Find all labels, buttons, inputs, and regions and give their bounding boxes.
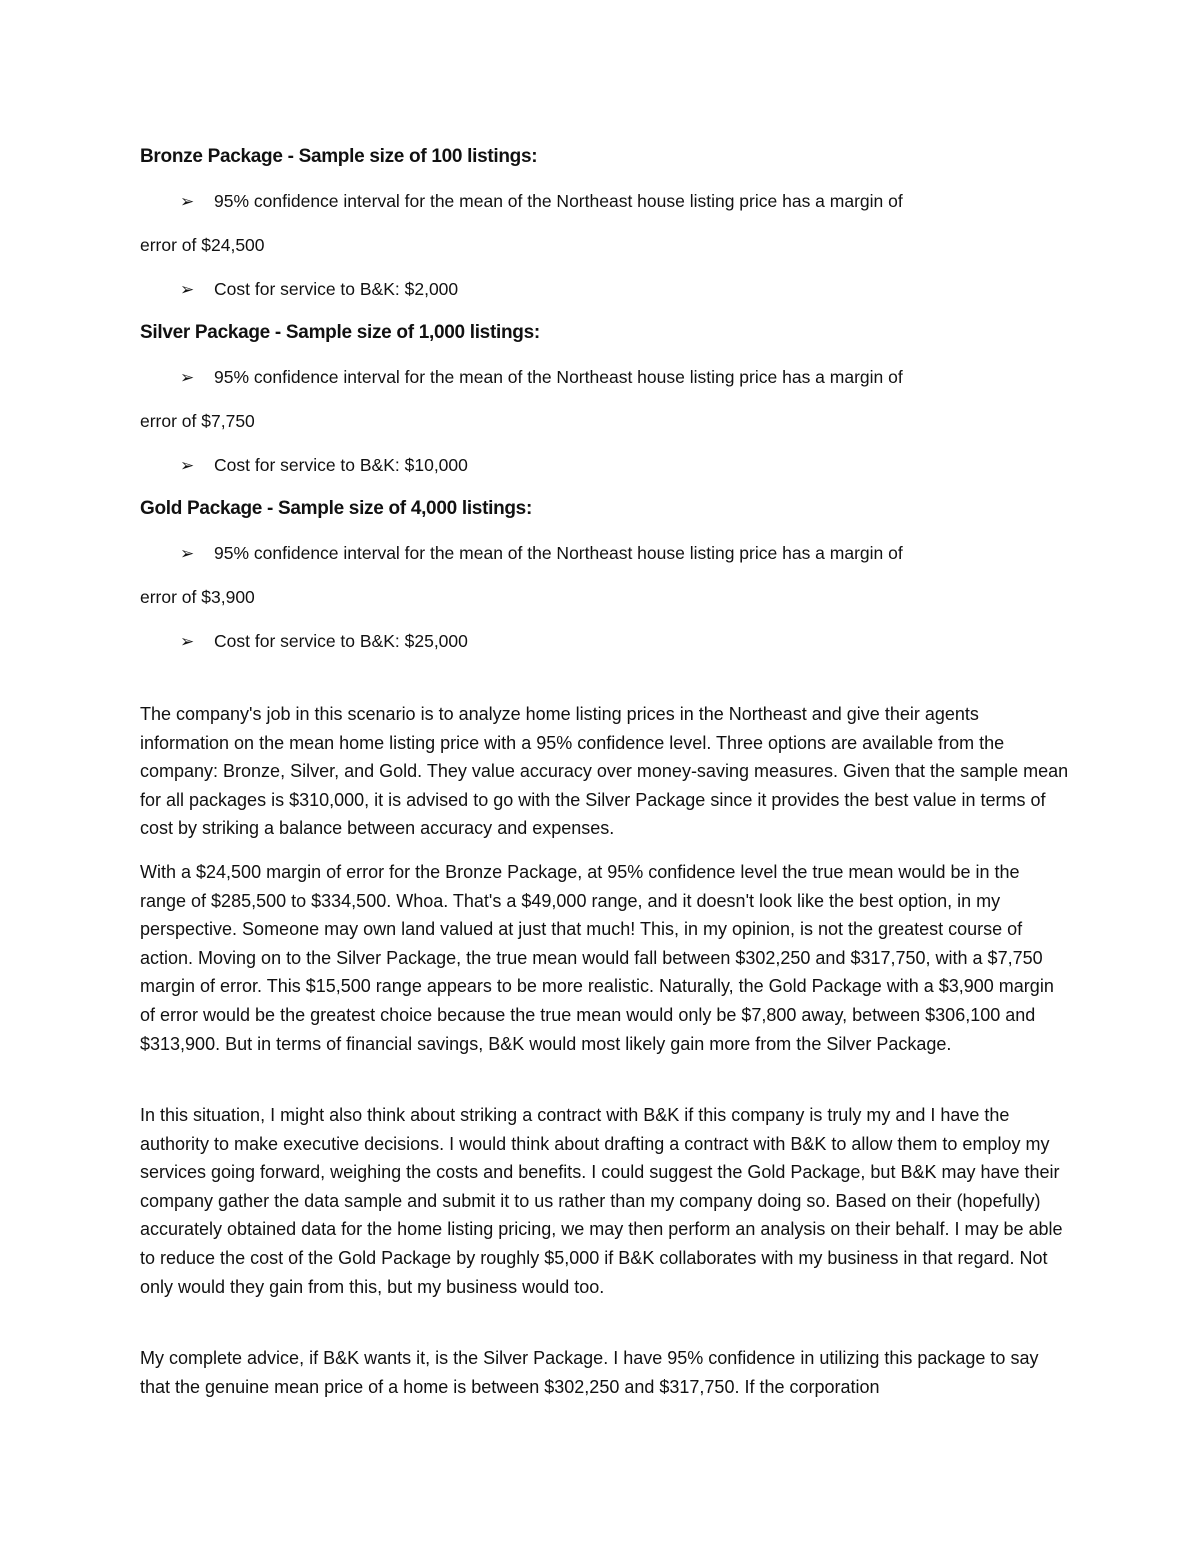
gold-margin-bullet <box>180 541 903 566</box>
arrow-bullet-icon: ➢ <box>180 192 195 211</box>
paragraph-advice: My complete advice, if B&K wants it, is the Silver Package. I have 95% confidence in utilizing this package to say that the genuine mean price of a home is between $302,250 and $317,750. If the corporation <box>140 1348 1039 1397</box>
arrow-bullet-icon: ➢ <box>180 544 195 563</box>
silver-margin-bullet <box>180 365 903 390</box>
paragraph-scenario: The company's job in this scenario is to analyze home listing prices in the Northeast and give their agents information on the mean home listing price with a 95% confidence level. Three options are available from the company: Bronze, Silver, and Gold. They value accuracy over money-saving measures. Given that the sample mean for all packages is $310,000, it is advised to go with the Silver Package since it provides the best value in terms of cost by striking a balance between accuracy and expenses. <box>140 704 1069 839</box>
silver-margin-continuation: error of $7,750 <box>140 411 255 431</box>
bronze-package-heading: Bronze Package - Sample size of 100 listings: <box>140 146 538 167</box>
bullet-text: Cost for service to B&K: $25,000 <box>214 631 468 651</box>
arrow-bullet-icon: ➢ <box>180 368 195 387</box>
gold-package-heading: Gold Package - Sample size of 4,000 listings: <box>140 498 532 519</box>
paragraph-contract: In this situation, I might also think about striking a contract with B&K if this company is truly my and I have the authority to make executive decisions. I would think about drafting a contract with B&K to allow them to employ my services going forward, weighing the costs and benefits. I could suggest the Gold Package, but B&K may have their company gather the data sample and submit it to us rather than my company doing so. Based on their (hopefully) accurately obtained data for the home listing pricing, we may then perform an analysis on their behalf. I may be able to reduce the cost of the Gold Package by roughly $5,000 if B&K collaborates with my business in that regard. Not only would they gain from this, but my business would too. <box>140 1105 1063 1297</box>
silver-cost-bullet <box>180 453 468 478</box>
arrow-bullet-icon: ➢ <box>180 632 195 651</box>
silver-package-heading: Silver Package - Sample size of 1,000 listings: <box>140 322 540 343</box>
bronze-margin-bullet <box>180 189 903 214</box>
bullet-text: 95% confidence interval for the mean of the Northeast house listing price has a margin of <box>214 543 903 563</box>
bullet-text: 95% confidence interval for the mean of the Northeast house listing price has a margin of <box>214 191 903 211</box>
bronze-margin-continuation: error of $24,500 <box>140 235 265 255</box>
arrow-bullet-icon: ➢ <box>180 456 195 475</box>
bullet-text: 95% confidence interval for the mean of the Northeast house listing price has a margin of <box>214 367 903 387</box>
paragraph-comparison: With a $24,500 margin of error for the Bronze Package, at 95% confidence level the true mean would be in the range of $285,500 to $334,500. Whoa. That's a $49,000 range, and it doesn't look like the best option, in my perspective. Someone may own land valued at just that much! This, in my opinion, is not the greatest course of action. Moving on to the Silver Package, the true mean would fall between $302,250 and $317,750, with a $7,750 margin of error. This $15,500 range appears to be more realistic. Naturally, the Gold Package with a $3,900 margin of error would be the greatest choice because the true mean would only be $7,800 away, between $306,100 and $313,900. But in terms of financial savings, B&K would most likely gain more from the Silver Package. <box>140 862 1054 1054</box>
arrow-bullet-icon: ➢ <box>180 280 195 299</box>
bullet-text: Cost for service to B&K: $2,000 <box>214 279 459 299</box>
gold-margin-continuation: error of $3,900 <box>140 587 255 607</box>
bronze-cost-bullet <box>180 277 458 302</box>
gold-cost-bullet <box>180 629 468 654</box>
bullet-text: Cost for service to B&K: $10,000 <box>214 455 468 475</box>
